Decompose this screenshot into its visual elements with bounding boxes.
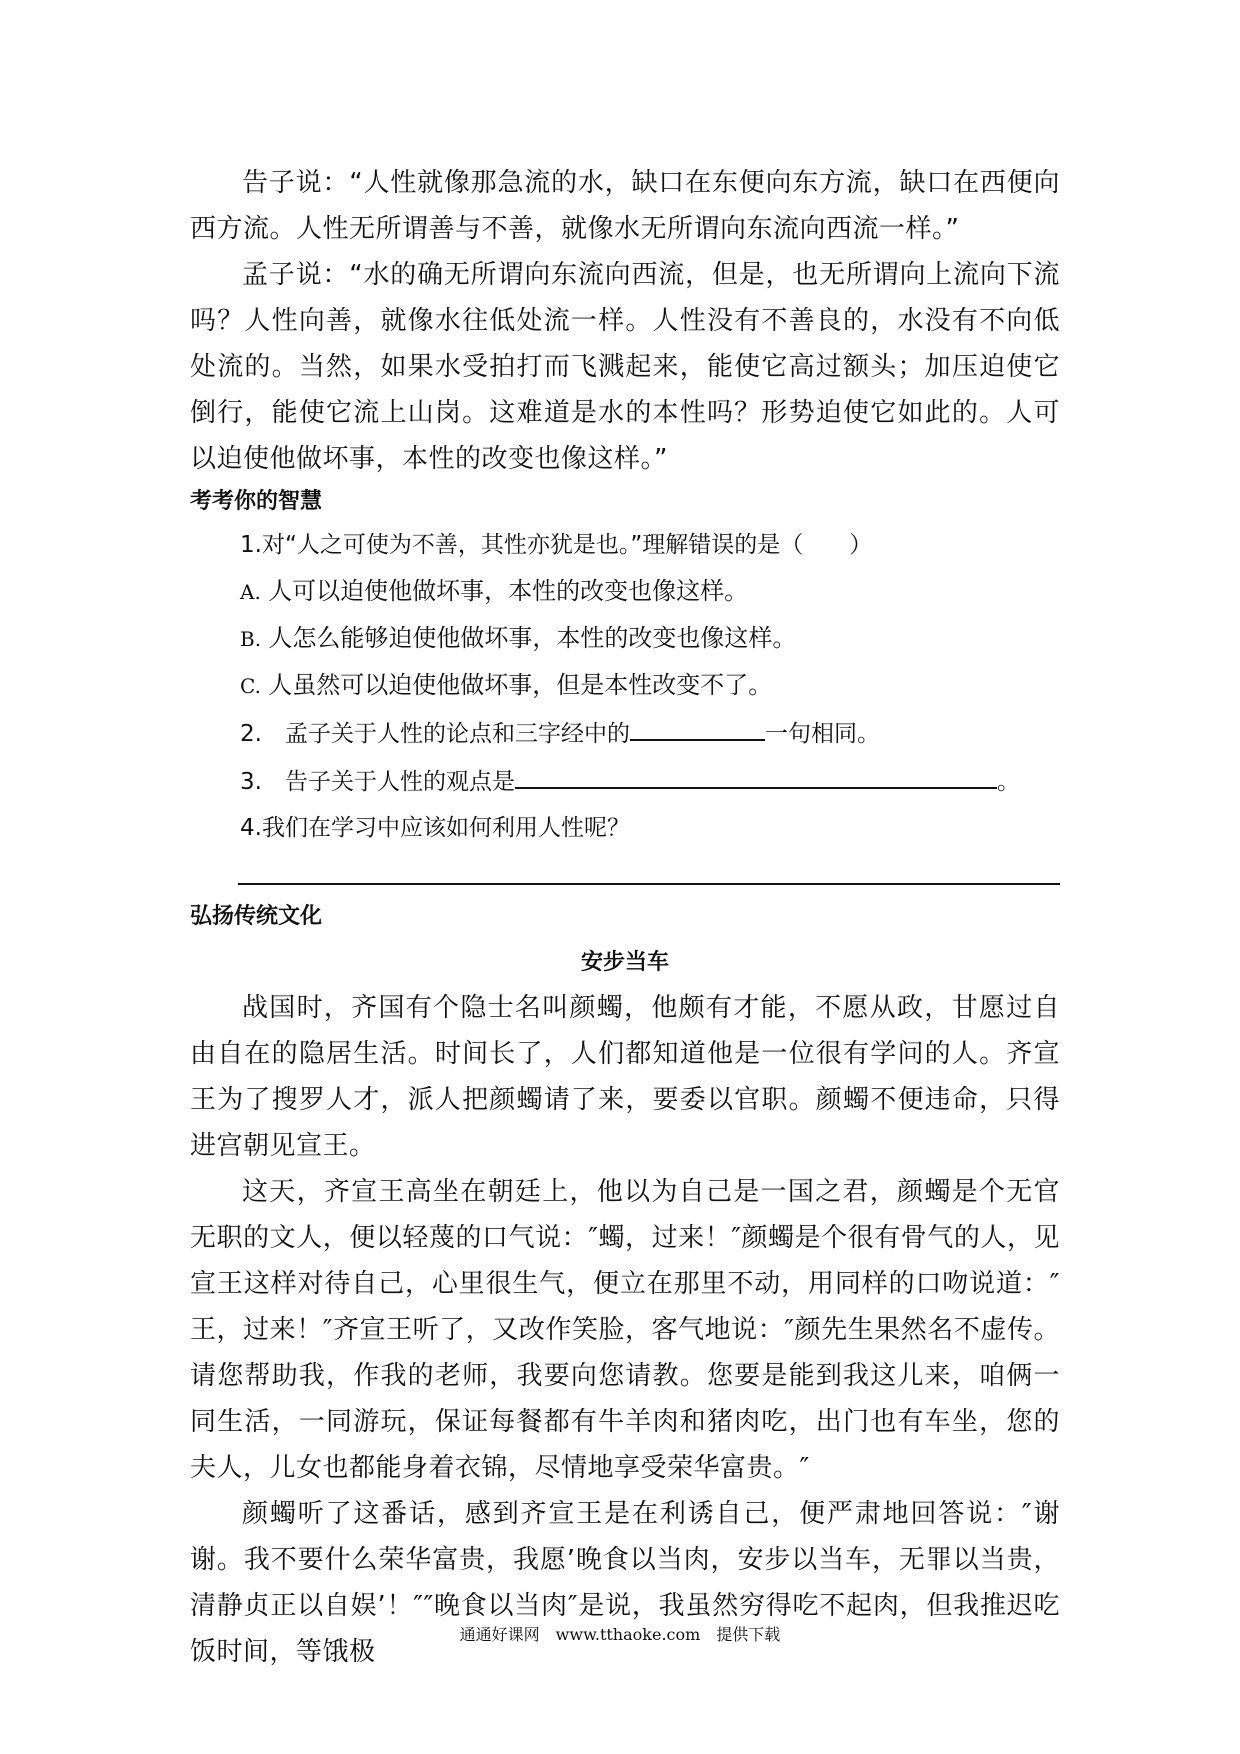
story-paragraph-2: 这天，齐宣王高坐在朝廷上，他以为自己是一国之君，颜蠋是个无官无职的文人，便以轻蔑的口气说：″蠋，过来！″颜蠋是个很有骨气的人，见宣王这样对待自己，心里很生气，便立在那里不动，用同样的口吻说道：″王，过来！″齐宣王听了，又改作笑脸，客气地说：″颜先生果然名不虚传。请您帮助我，作我的老师，我要向您请教。您要是能到我这儿来，咱俩一同生活，一同游玩，保证每餐都有牛羊肉和猪肉吃，出门也有车坐，您的夫人，儿女也都能身着衣锦，尽情地享受荣华富贵。″ — [190, 1177, 1060, 1483]
quiz-heading: 考考你的智慧 — [190, 489, 323, 514]
question-4: 4.我们在学习中应该如何利用人性呢？ — [240, 815, 630, 841]
question-3-prompt: 3. 告子关于人性的观点是 — [240, 769, 515, 795]
option-b — [190, 615, 1060, 662]
question-3-blank[interactable] — [515, 757, 997, 789]
culture-heading: 弘扬传统文化 — [190, 904, 323, 929]
question-3 — [190, 757, 1060, 805]
story-paragraph-3: 颜蠋听了这番话，感到齐宣王是在利诱自己，便严肃地回答说：″谢谢。我不要什么荣华富贵，我愿’晚食以当肉，安步以当车，无罪以当贵，清静贞正以自娱’！″″晚食以当肉″是说，我虽然穷得吃不起肉，但我推迟吃饭时间，等饿极 — [190, 1499, 1060, 1667]
option-c-text: 人虽然可以迫使他做坏事，但是本性改变不了。 — [268, 671, 773, 699]
question-2-blank[interactable] — [630, 709, 765, 741]
option-a-text: 人可以迫使他做坏事，本性的改变也像这样。 — [268, 577, 749, 605]
question-2-suffix: 一句相同。 — [764, 721, 880, 747]
story-title: 安步当车 — [580, 950, 669, 975]
document-body — [190, 160, 1060, 1675]
question-4-answer-line[interactable] — [238, 881, 1060, 885]
page-footer: 通通好课网 www.tthaoke.com 提供下载 — [459, 1625, 781, 1644]
passage-paragraph-gaozi: 告子说：“人性就像那急流的水，缺口在东便向东方流，缺口在西便向西方流。人性无所谓善与不善，就像水无所谓向东流向西流一样。” — [190, 168, 1060, 244]
option-b-letter: B. — [240, 627, 262, 651]
question-1: 1.对“人之可使为不善，其性亦犹是也。”理解错误的是（ ） — [240, 532, 873, 558]
question-2-prompt: 2. 孟子关于人性的论点和三字经中的 — [240, 721, 630, 747]
option-a-letter: A. — [240, 580, 261, 604]
question-3-suffix: 。 — [996, 769, 1020, 795]
story-paragraph-1: 战国时，齐国有个隐士名叫颜蠋，他颇有才能，不愿从政，甘愿过自由自在的隐居生活。时间长了，人们都知道他是一位很有学问的人。齐宣王为了搜罗人才，派人把颜蠋请了来，要委以官职。颜蠋不便违命，只得进宫朝见宣王。 — [190, 993, 1060, 1161]
option-c-letter: C. — [240, 674, 261, 698]
option-a — [190, 568, 1060, 615]
option-c — [190, 662, 1060, 709]
question-2 — [190, 709, 1060, 757]
passage-paragraph-mengzi: 孟子说：“水的确无所谓向东流向西流，但是，也无所谓向上流向下流吗？人性向善，就像水往低处流一样。人性没有不善良的，水没有不向低处流的。当然，如果水受拍打而飞溅起来，能使它高过额头；加压迫使它倒行，能使它流上山岗。这难道是水的本性吗？形势迫使它如此的。人可以迫使他做坏事，本性的改变也像这样。” — [190, 260, 1060, 474]
option-b-text: 人怎么能够迫使他做坏事，本性的改变也像这样。 — [268, 624, 797, 652]
